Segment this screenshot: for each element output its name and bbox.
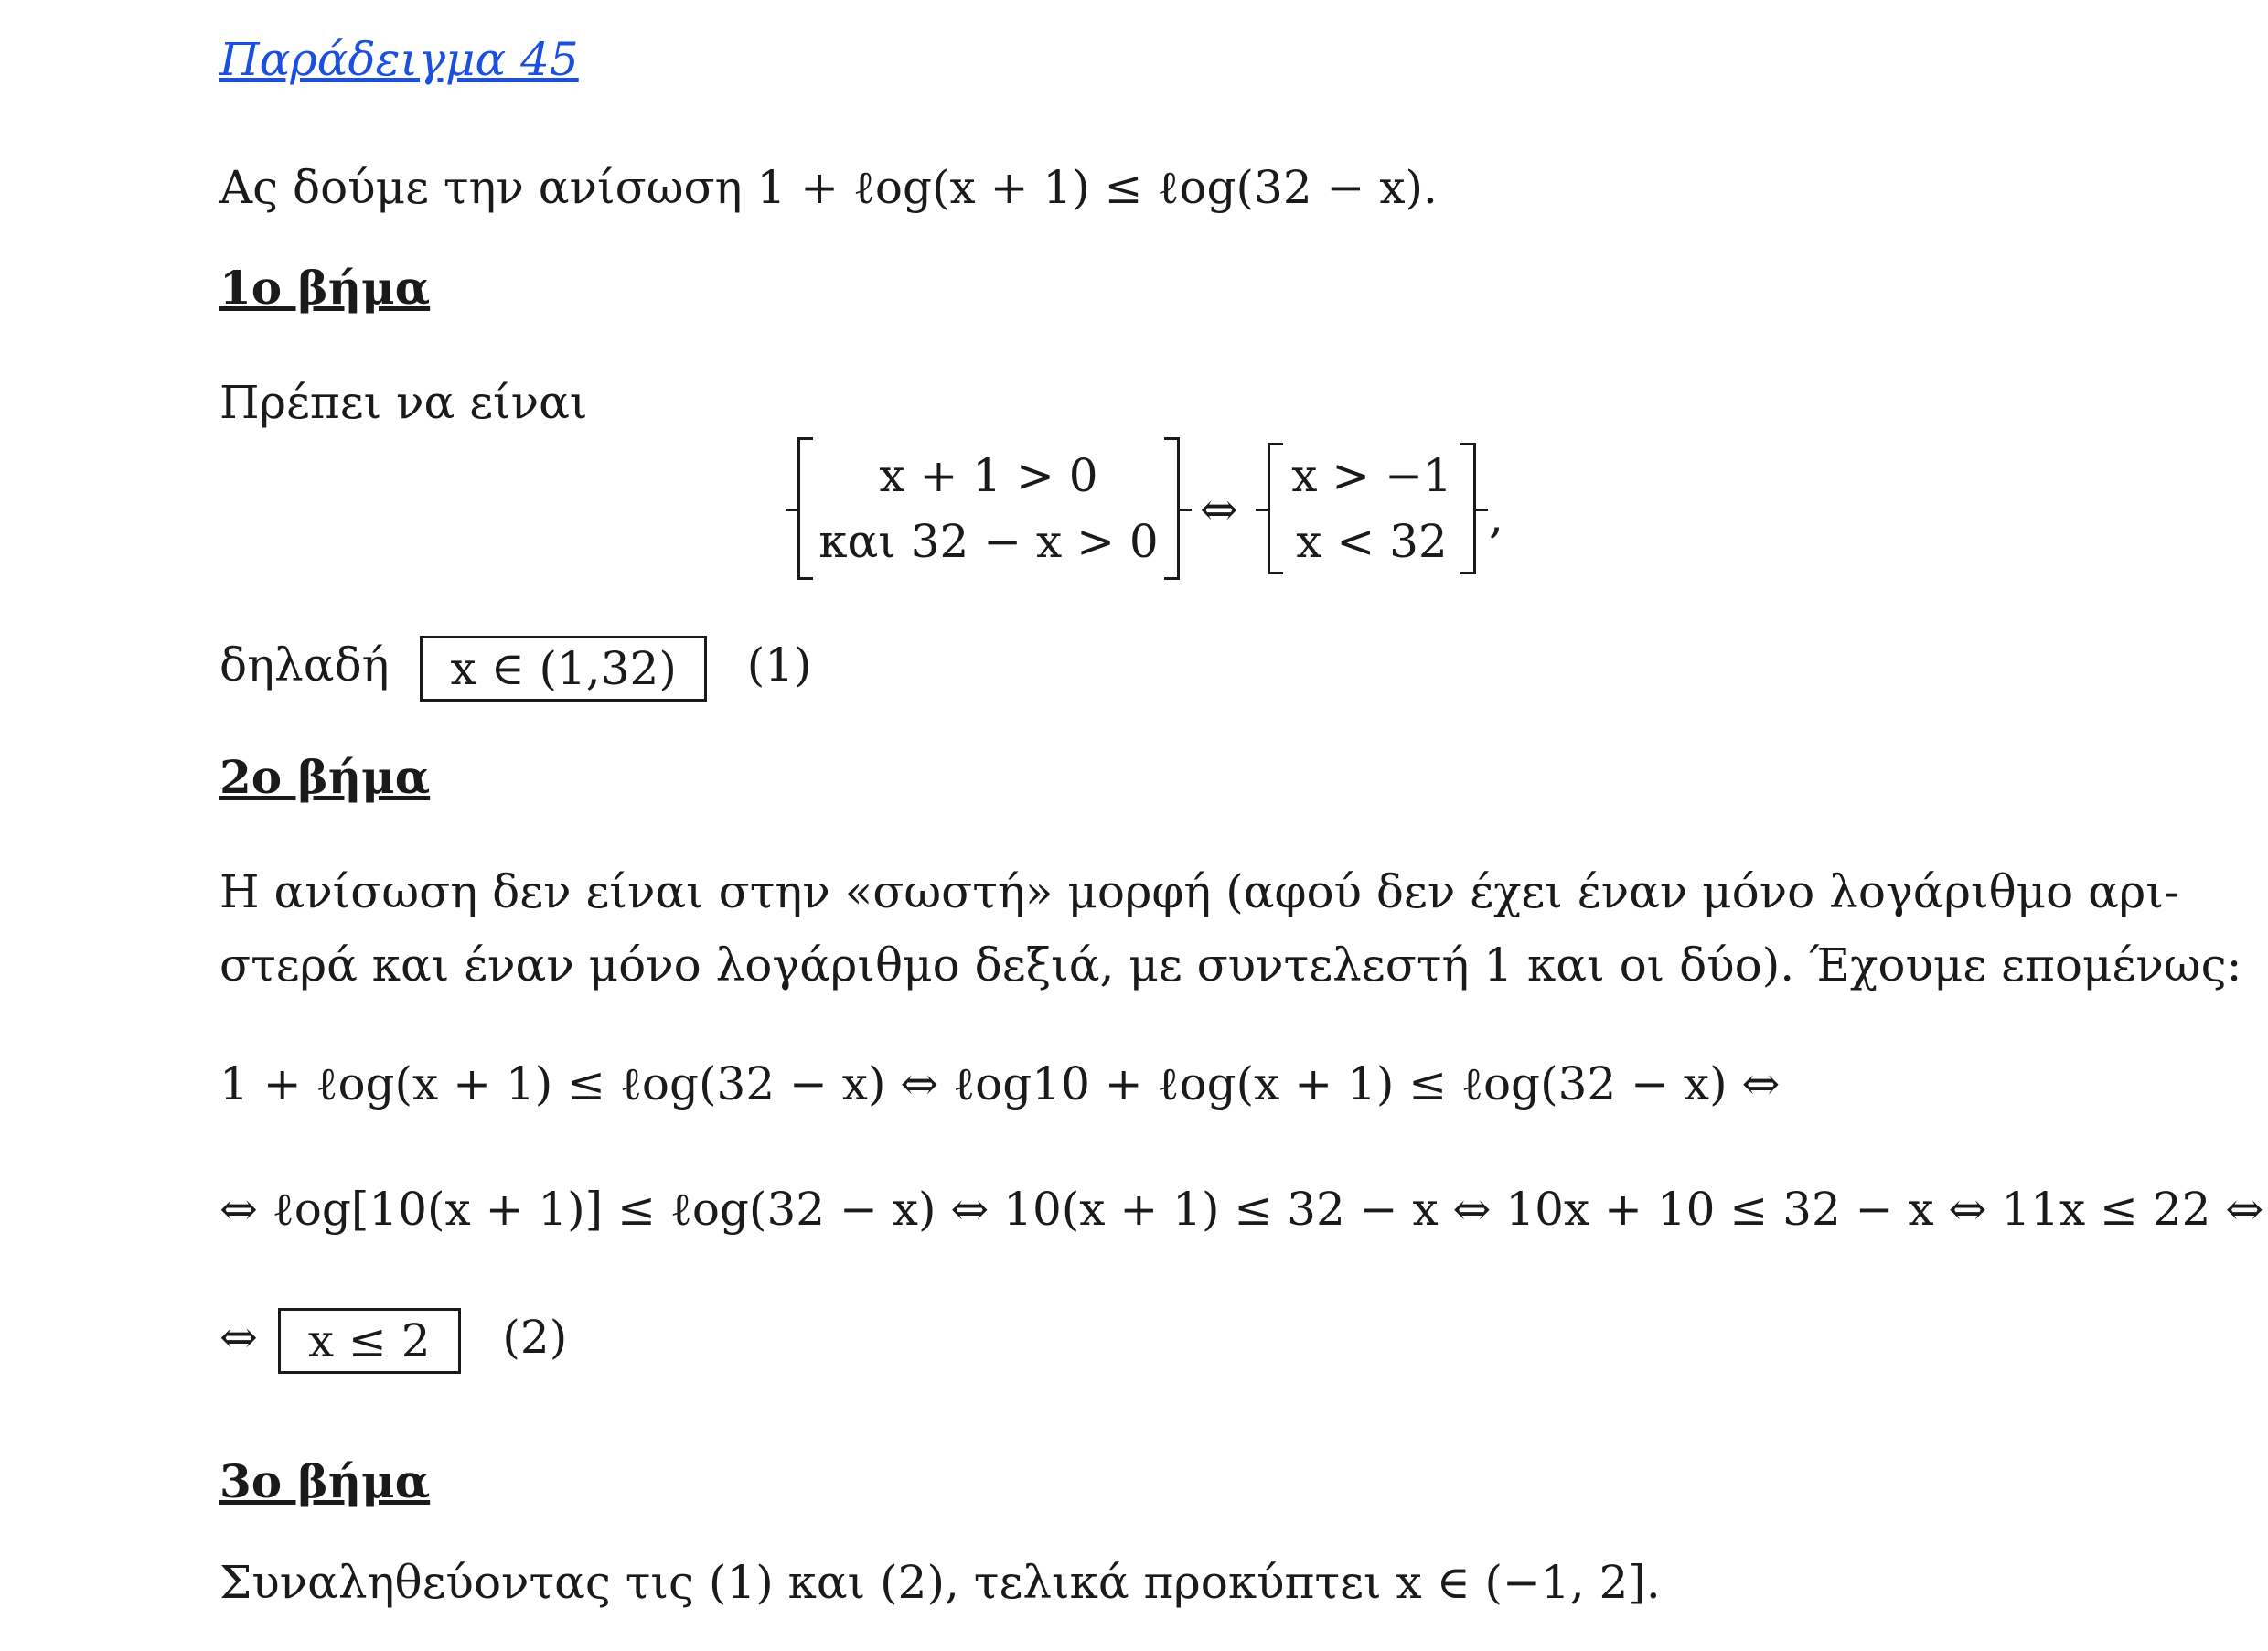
system-left-row-2: και 32 − x > 0 [818, 515, 1159, 568]
intro-lhs: 1 + ℓog(x + 1) [756, 161, 1090, 214]
step2-paragraph-line-2: στερά και έναν μόνο λογάριθμο δεξιά, με συντελεστή 1 και οι δύο). Έχουμε επομένως: [219, 938, 2242, 992]
system-left-row-1: x + 1 > 0 [879, 449, 1098, 502]
step2-equation-line-1: 1 + ℓog(x + 1) ≤ ℓog(32 − x) ⇔ ℓog10 + ℓog(x + 1) ≤ ℓog(32 − x) ⇔ [219, 1057, 1781, 1110]
system-end: , [1489, 490, 1503, 543]
right-brace-open [1268, 443, 1287, 574]
step2-result [219, 1308, 567, 1374]
left-brace-open [797, 437, 817, 580]
step1-result-box: x ∈ (1,32) [420, 636, 706, 702]
system-right-row-2: x < 32 [1296, 515, 1448, 568]
step3-result: x ∈ (−1, 2] [1396, 1556, 1646, 1609]
step3-end: . [1645, 1556, 1661, 1609]
step3-text: Συναληθεύοντας τις (1) και (2), τελικά προκύπτει [219, 1556, 1382, 1609]
step1-result-prefix: δηλαδή [219, 638, 390, 691]
system-right-row-1: x > −1 [1291, 449, 1452, 502]
step2-result-prefix: ⇔ [219, 1311, 258, 1364]
step1-heading: 1ο βήμα [219, 261, 431, 315]
example-title: Παράδειγμα 45 [219, 33, 579, 86]
step1-result [219, 636, 812, 702]
system-right [1268, 443, 1476, 574]
intro-rhs: ℓog(32 − x) [1157, 161, 1424, 214]
step2-paragraph-line-1: Η ανίσωση δεν είναι στην «σωστή» μορφή (αφού δεν έχει έναν μόνο λογάριθμο αρι- [219, 865, 2179, 918]
intro-line [219, 161, 1438, 214]
step2-heading: 2ο βήμα [219, 750, 431, 804]
step2-result-ref: (2) [502, 1311, 568, 1364]
system-left [797, 437, 1180, 580]
system-equiv: ⇔ [1200, 483, 1238, 536]
step3-heading: 3ο βήμα [219, 1454, 431, 1508]
step3-line [219, 1556, 1661, 1609]
intro-end: . [1423, 161, 1438, 214]
intro-rel: ≤ [1104, 161, 1143, 214]
step2-result-box: x ≤ 2 [278, 1308, 461, 1374]
step1-result-ref: (1) [746, 638, 812, 691]
right-brace-close [1457, 443, 1476, 574]
step1-text: Πρέπει να είναι [219, 376, 588, 429]
left-brace-close [1161, 437, 1180, 580]
intro-text: Ας δούμε την ανίσωση [219, 161, 743, 214]
step2-equation-line-2: ⇔ ℓog[10(x + 1)] ≤ ℓog(32 − x) ⇔ 10(x + 1) ≤ 32 − x ⇔ 10x + 10 ≤ 32 − x ⇔ 11x ≤ 22 ⇔ [219, 1183, 2264, 1236]
